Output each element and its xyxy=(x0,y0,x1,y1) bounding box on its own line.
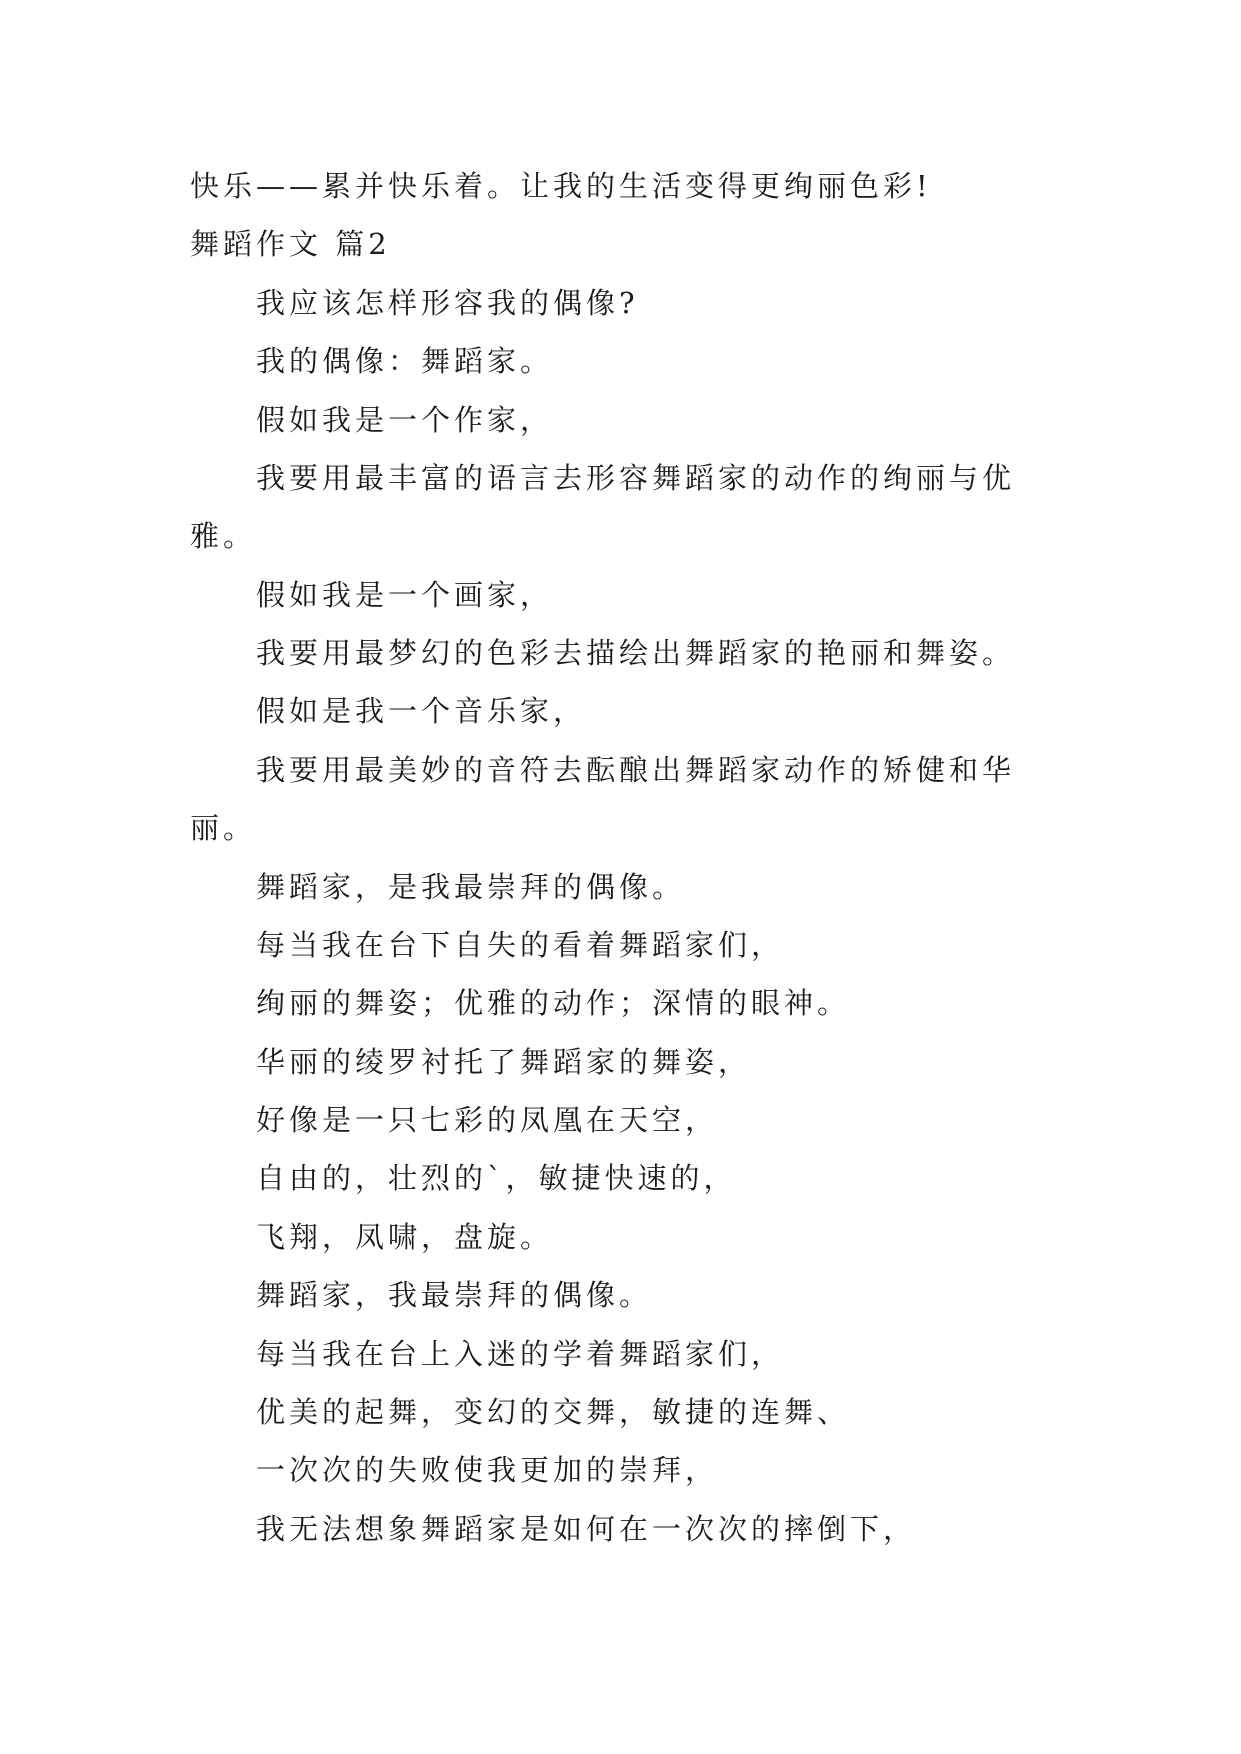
paragraph-line: 舞蹈家，是我最崇拜的偶像。 xyxy=(256,870,686,904)
paragraph-line: 假如我是一个作家， xyxy=(256,403,554,437)
paragraph-line: 绚丽的舞姿；优雅的动作；深情的眼神。 xyxy=(256,986,851,1020)
paragraph-line: 我的偶像：舞蹈家。 xyxy=(256,344,554,378)
paragraph-line: 每当我在台下自失的看着舞蹈家们， xyxy=(256,928,785,962)
paragraph-line: 优美的起舞，变幻的交舞，敏捷的连舞、 xyxy=(256,1395,851,1429)
paragraph-line: 丽。 xyxy=(190,811,257,845)
paragraph-line: 假如是我一个音乐家， xyxy=(256,694,587,728)
paragraph-line: 快乐——累并快乐着。让我的生活变得更绚丽色彩! xyxy=(190,169,932,203)
paragraph-line: 一次次的失败使我更加的崇拜， xyxy=(256,1453,719,1487)
paragraph-line: 华丽的绫罗衬托了舞蹈家的舞姿， xyxy=(256,1045,752,1079)
paragraph-line: 雅。 xyxy=(190,519,257,553)
paragraph-line: 假如我是一个画家， xyxy=(256,578,554,612)
paragraph-line: 舞蹈家，我最崇拜的偶像。 xyxy=(256,1278,653,1312)
section-heading: 舞蹈作文 篇2 xyxy=(190,227,391,261)
paragraph-line: 我应该怎样形容我的偶像? xyxy=(256,286,639,320)
paragraph-line: 我要用最美妙的音符去酝酿出舞蹈家动作的矫健和华 xyxy=(256,753,1016,787)
paragraph-line: 我要用最梦幻的色彩去描绘出舞蹈家的艳丽和舞姿。 xyxy=(256,636,1016,670)
paragraph-line: 飞翔，凤啸，盘旋。 xyxy=(256,1220,554,1254)
paragraph-line: 我要用最丰富的语言去形容舞蹈家的动作的绚丽与优 xyxy=(256,461,1016,495)
paragraph-line: 我无法想象舞蹈家是如何在一次次的摔倒下， xyxy=(256,1512,917,1546)
paragraph-line: 自由的，壮烈的`，敏捷快速的， xyxy=(256,1161,737,1195)
paragraph-line: 好像是一只七彩的凤凰在天空， xyxy=(256,1103,719,1137)
paragraph-line: 每当我在台上入迷的学着舞蹈家们， xyxy=(256,1337,785,1371)
